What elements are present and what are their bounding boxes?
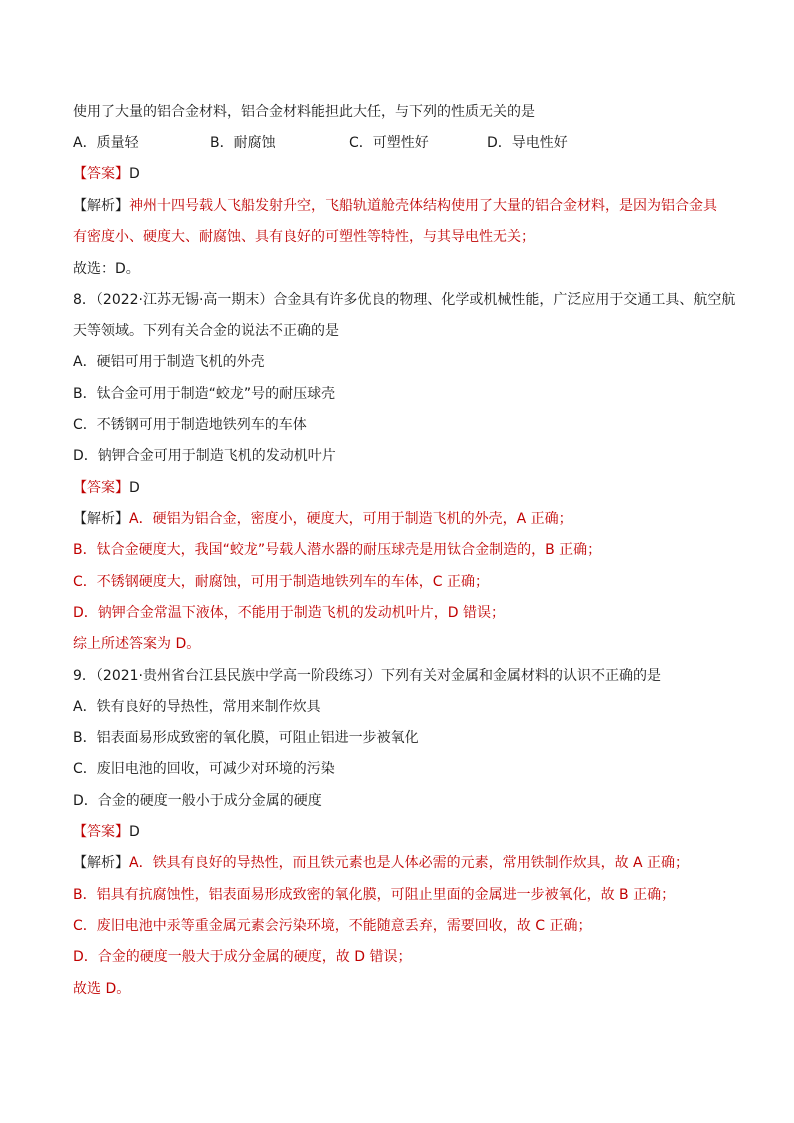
q9-answer (73, 823, 140, 841)
q7-option-d: D．导电性好 (487, 135, 568, 151)
q8-answer (73, 479, 140, 497)
q7-option-b: B．耐腐蚀 (210, 135, 276, 151)
q8-option-b: B．钛合金可用于制造“蛟龙”号的耐压球壳 (73, 386, 336, 402)
answer-value: D (129, 824, 140, 840)
q7-options (73, 134, 713, 152)
q8-explanation-d: D．钠钾合金常温下液体，不能用于制造飞机的发动机叶片，D 错误； (73, 605, 506, 621)
q9-conclusion: 故选 D。 (73, 981, 131, 997)
q8-stem-2: 天等领域。下列有关合金的说法不正确的是 (73, 323, 339, 339)
q9-explanation-b: B．铝具有抗腐蚀性，铝表面易形成致密的氧化膜，可阻止里面的金属进一步被氧化，故 B 正确； (73, 887, 676, 903)
q7-stem-tail: 使用了大量的铝合金材料，铝合金材料能担此大任，与下列的性质无关的是 (73, 104, 535, 120)
q8-conclusion: 综上所述答案为 D。 (73, 636, 201, 652)
q8-explanation-b: B．钛合金硬度大，我国“蛟龙”号载人潜水器的耐压球壳是用钛合金制造的，B 正确； (73, 542, 602, 558)
q7-explanation-1 (73, 197, 717, 215)
answer-tag: 【答案】 (73, 480, 129, 496)
q9-explanation-c: C．废旧电池中汞等重金属元素会污染环境，不能随意丢弃，需要回收，故 C 正确； (73, 918, 592, 934)
q7-option-a: A．质量轻 (73, 135, 139, 151)
q7-answer (73, 165, 140, 183)
q7-conclusion: 故选：D。 (73, 261, 140, 277)
explanation-text: 神州十四号载人飞船发射升空，飞船轨道舱壳体结构使用了大量的铝合金材料，是因为铝合金具 (129, 198, 717, 214)
q9-option-d: D．合金的硬度一般小于成分金属的硬度 (73, 793, 322, 809)
q7-option-c: C．可塑性好 (349, 135, 429, 151)
q8-explanation-a (73, 510, 573, 528)
answer-value: D (129, 166, 140, 182)
q8-stem-1: 8．（2022·江苏无锡·高一期末）合金具有许多优良的物理、化学或机械性能，广泛应用于交通工具、航空航 (73, 292, 736, 308)
explanation-text: A．铁具有良好的导热性，而且铁元素也是人体必需的元素，常用铁制作炊具，故 A 正确； (129, 855, 690, 871)
q9-option-a: A．铁有良好的导热性，常用来制作炊具 (73, 699, 321, 715)
q8-option-a: A．硬铝可用于制造飞机的外壳 (73, 354, 265, 370)
explanation-tag: 【解析】 (73, 511, 129, 527)
explanation-tag: 【解析】 (73, 855, 129, 871)
q7-explanation-2: 有密度小、硬度大、耐腐蚀、具有良好的可塑性等特性，与其导电性无关； (73, 229, 535, 245)
q9-option-c: C．废旧电池的回收，可减少对环境的污染 (73, 761, 335, 777)
q9-explanation-a (73, 854, 689, 872)
explanation-text: A．硬铝为铝合金，密度小，硬度大，可用于制造飞机的外壳，A 正确； (129, 511, 573, 527)
q9-option-b: B．铝表面易形成致密的氧化膜，可阻止铝进一步被氧化 (73, 730, 419, 746)
q8-explanation-c: C．不锈钢硬度大，耐腐蚀，可用于制造地铁列车的车体，C 正确； (73, 574, 489, 590)
answer-value: D (129, 480, 140, 496)
q9-explanation-d: D．合金的硬度一般大于成分金属的硬度，故 D 错误； (73, 949, 412, 965)
q8-option-c: C．不锈钢可用于制造地铁列车的车体 (73, 417, 307, 433)
answer-tag: 【答案】 (73, 824, 129, 840)
answer-tag: 【答案】 (73, 166, 129, 182)
q8-option-d: D．钠钾合金可用于制造飞机的发动机叶片 (73, 448, 336, 464)
explanation-tag: 【解析】 (73, 198, 129, 214)
q9-stem: 9．（2021·贵州省台江县民族中学高一阶段练习）下列有关对金属和金属材料的认识不正确的是 (73, 668, 661, 684)
